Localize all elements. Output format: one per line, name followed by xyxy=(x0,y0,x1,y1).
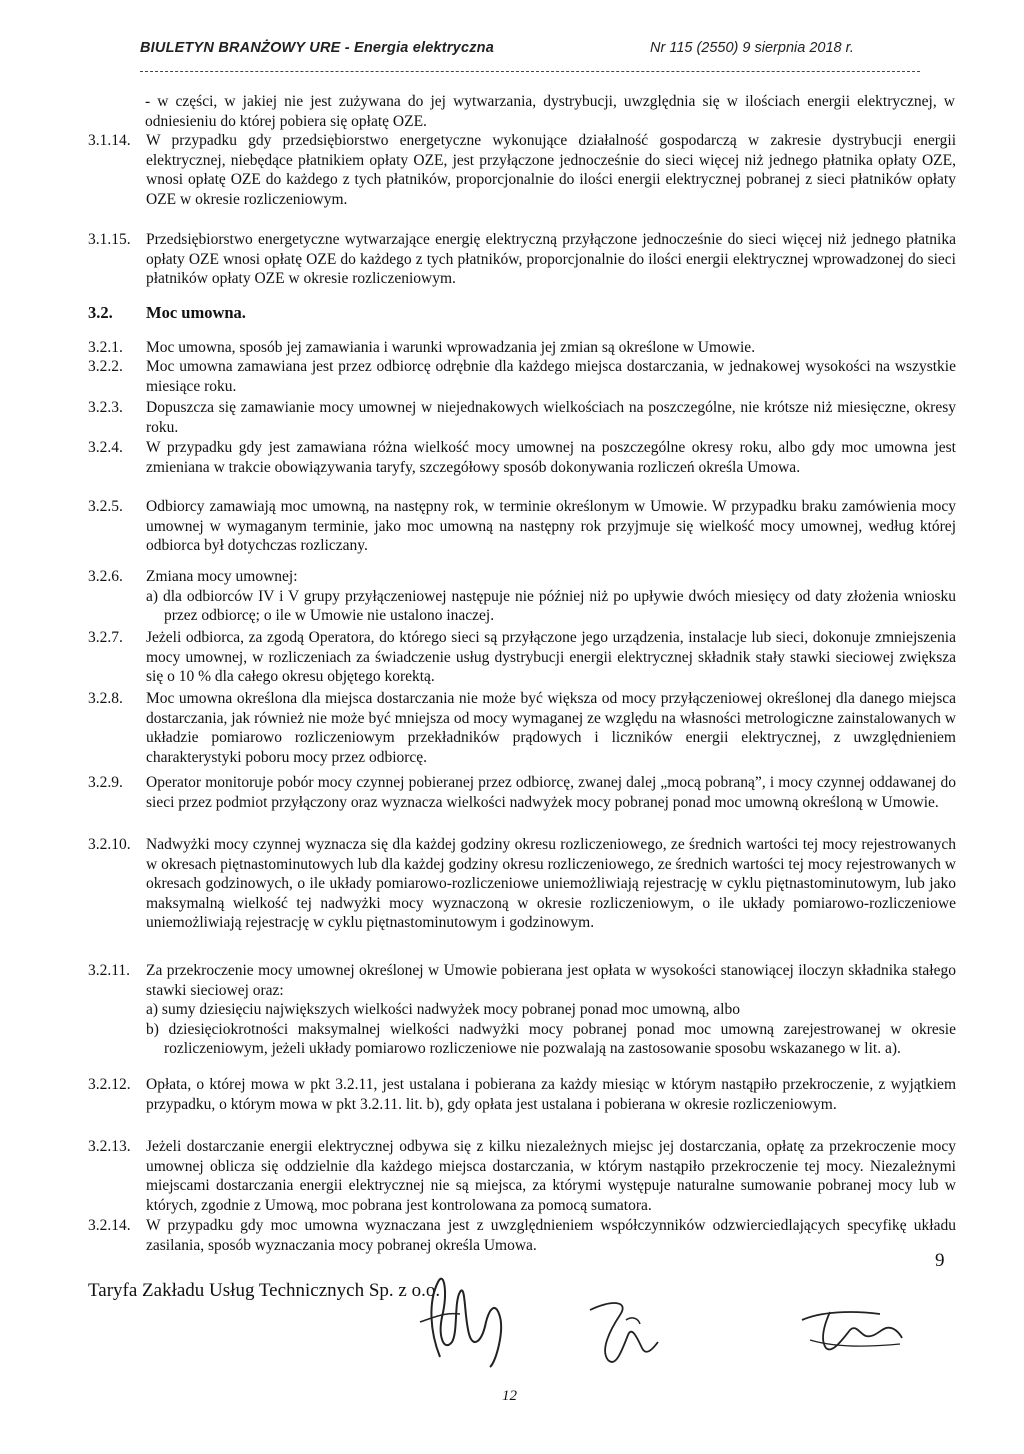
tariff-page-number: 9 xyxy=(935,1250,945,1271)
paragraph-text: Moc umowna określona dla miejsca dostarczania nie może być większa od mocy przyłączeniowej określonej dla danego miejsca dostarczania, jak również nie może być mniejsza od mocy wymaganej ze względu na własności metrologiczne zainstalowanych w układzie pomiarowo rozliczeniowym przekładników prądowych i liczników energii elektrycznej, z uwzględnieniem charakterystyki poboru mocy przez odbiorcę. xyxy=(146,690,956,766)
paragraph-number: 3.2.3. xyxy=(88,399,123,416)
bulletin-header xyxy=(140,36,920,62)
paragraph-number: 3.2.7. xyxy=(88,629,123,646)
paragraph-text: Jeżeli odbiorca, za zgodą Operatora, do którego sieci są przyłączone jego urządzenia, instalacje lub sieci, dokonuje zmniejszenia mocy umownej, w rozliczeniach za świadczenie usług dystrybucji energii elektrycznej składnik stały stawki sieciowej zwiększa się o 10 % dla całego okresu objętego korektą. xyxy=(146,629,956,685)
section-title: Moc umowna. xyxy=(146,303,246,322)
paragraph-text: Jeżeli dostarczanie energii elektrycznej odbywa się z kilku niezależnych miejsc jej dostarczania, opłatę za przekroczenie mocy umownej oblicza się oddzielnie dla każdego miejsca dostarczania, w którym nastąpiło przekroczenie tej mocy. Niezależnymi miejscami dostarczania energii elektrycznej nie są miejsca, za którymi występuje naturalne sumowanie pobranej mocy lub w których, zgodnie z Umową, moc pobrana jest kontrolowana za pomocą sumatora. xyxy=(146,1138,956,1214)
paragraph-text: Moc umowna, sposób jej zamawiania i warunki wprowadzania jej zmian są określone w Umowie. xyxy=(146,339,756,356)
paragraph-text: Operator monitoruje pobór mocy czynnej pobieranej przez odbiorcę, zwanej dalej „mocą pobraną”, i mocy czynnej oddawanej do sieci przez podmiot przyłączony oraz wyznacza wielkości nadwyżek mocy pobranej ponad moc umowną określoną w Umowie. xyxy=(146,774,956,811)
paragraph-number: 3.2.8. xyxy=(88,690,123,707)
paragraph-number: 3.2.5. xyxy=(88,498,123,515)
paragraph-text xyxy=(146,567,956,626)
paragraph-number: 3.1.14. xyxy=(88,132,131,149)
paragraph-text xyxy=(146,961,956,1059)
paragraph-lead: Za przekroczenie mocy umownej określonej w Umowie pobierana jest opłata w wysokości stanowiącej iloczyn składnika stałego stawki sieciowej oraz: xyxy=(146,962,956,999)
list-item: a) dla odbiorców IV i V grupy przyłączeniowej następuje nie później niż po upływie dwóch miesięcy od daty złożenia wniosku przez odbiorcę; o ile w Umowie nie ustalono inaczej. xyxy=(146,587,956,624)
bulletin-page-number: 12 xyxy=(502,1388,517,1404)
tariff-footer: Taryfa Zakładu Usług Technicznych Sp. z o.o. xyxy=(88,1280,441,1301)
signature-2 xyxy=(580,1290,690,1370)
paragraph-number: 3.2.6. xyxy=(88,568,123,585)
header-issue: Nr 115 (2550) 9 sierpnia 2018 r. xyxy=(650,40,854,56)
paragraph-text: Opłata, o której mowa w pkt 3.2.11, jest ustalana i pobierana za każdy miesiąc w którym nastąpiło przekroczenie, z wyjątkiem przypadku, o którym mowa w pkt 3.2.11. lit. b), gdy opłata jest ustalana i pobierana w okresie rozliczeniowym. xyxy=(146,1076,956,1113)
header-title: BIULETYN BRANŻOWY URE - Energia elektryczna xyxy=(140,40,494,56)
paragraph-text: W przypadku gdy moc umowna wyznaczana jest z uwzględnieniem współczynników odzwierciedlających specyfikę układu zasilania, sposób wyznaczania mocy pobranej określa Umowa. xyxy=(146,1217,956,1254)
paragraph-number: 3.2.14. xyxy=(88,1217,131,1234)
paragraph-lead: Zmiana mocy umownej: xyxy=(146,568,298,585)
paragraph-number: 3.1.15. xyxy=(88,231,131,248)
paragraph-number: 3.2.4. xyxy=(88,439,123,456)
paragraph-text: Dopuszcza się zamawianie mocy umownej w niejednakowych wielkościach na poszczególne, nie krótsze niż miesięczne, okresy roku. xyxy=(146,399,956,436)
paragraph-text: W przypadku gdy przedsiębiorstwo energetyczne wykonujące działalność gospodarczą w zakresie dystrybucji energii elektrycznej, niebędące płatnikiem opłaty OZE, jest przyłączone jednocześnie do sieci więcej niż jednego płatnika opłaty OZE, wnosi opłatę OZE do każdego z tych płatników, proporcjonalnie do ilości energii elektrycznej pobranej z sieci płatników opłaty OZE w okresie rozliczeniowym. xyxy=(146,132,956,208)
header-divider xyxy=(140,71,920,72)
paragraph-number: 3.2.10. xyxy=(88,836,131,853)
section-number: 3.2. xyxy=(88,303,113,322)
paragraph-text: Przedsiębiorstwo energetyczne wytwarzające energię elektryczną przyłączone jednocześnie do sieci więcej niż jednego płatnika opłaty OZE wnosi opłatę OZE do każdego z tych płatników, proporcjonalnie do ilości energii elektrycznej wprowadzonej do sieci płatników opłaty OZE w okresie rozliczeniowym. xyxy=(146,231,956,287)
signature-3 xyxy=(790,1290,910,1360)
paragraph-number: 3.2.9. xyxy=(88,774,123,791)
paragraph-number: 3.2.13. xyxy=(88,1138,131,1155)
paragraph-number: 3.2.11. xyxy=(88,962,131,979)
paragraph-number: 3.2.1. xyxy=(88,339,123,356)
paragraph-text: Odbiorcy zamawiają moc umowną, na następny rok, w terminie określonym w Umowie. W przypadku braku zamówienia mocy umownej w wymaganym terminie, jako moc umowną na następny rok przyjmuje się wielkość mocy umownej, według której odbiorca był dotychczas rozliczany. xyxy=(146,498,956,554)
paragraph-number: 3.2.12. xyxy=(88,1076,131,1093)
paragraph-text: Nadwyżki mocy czynnej wyznacza się dla każdej godziny okresu rozliczeniowego, ze średnich wartości tej mocy rejestrowanych w okresach piętnastominutowych lub dla każdej godziny okresu rozliczeniowego, ze średnich wartości tej mocy rejestrowanych w okresach godzinowych, o ile układy pomiarowo-rozliczeniowe uniemożliwiają rejestrację w cyklu piętnastominutowym, lub jako maksymalną wielkość tej nadwyżki mocy wyznaczoną w okresie rozliczeniowym, o ile układy pomiarowo-rozliczeniowe uniemożliwiają rejestrację w cyklu piętnastominutowym i godzinowym. xyxy=(146,836,956,931)
intro-text: - w części, w jakiej nie jest zużywana do jej wytwarzania, dystrybucji, uwzględnia się w ilościach energii elektrycznej, w odniesieniu do której pobiera się opłatę OZE. xyxy=(145,93,955,130)
paragraph-number: 3.2.2. xyxy=(88,358,123,375)
paragraph-text: Moc umowna zamawiana jest przez odbiorcę odrębnie dla każdego miejsca dostarczania, w jednakowej wysokości na wszystkie miesiące roku. xyxy=(146,358,956,395)
paragraph-text: W przypadku gdy jest zamawiana różna wielkość mocy umownej na poszczególne okresy roku, albo gdy moc umowna jest zmieniana w trakcie obowiązywania taryfy, szczegółowy sposób dokonywania rozliczeń określa Umowa. xyxy=(146,439,956,476)
signature-1 xyxy=(400,1262,530,1372)
list-item: b) dziesięciokrotności maksymalnej wielkości nadwyżki mocy pobranej ponad moc umowną zarejestrowanej w okresie rozliczeniowym, jeżeli układy pomiarowo rozliczeniowe nie pozwalają na zastosowanie sposobu wskazanego w lit. a). xyxy=(146,1020,956,1057)
list-item: a) sumy dziesięciu największych wielkości nadwyżek mocy pobranej ponad moc umowną, albo xyxy=(146,1001,740,1018)
